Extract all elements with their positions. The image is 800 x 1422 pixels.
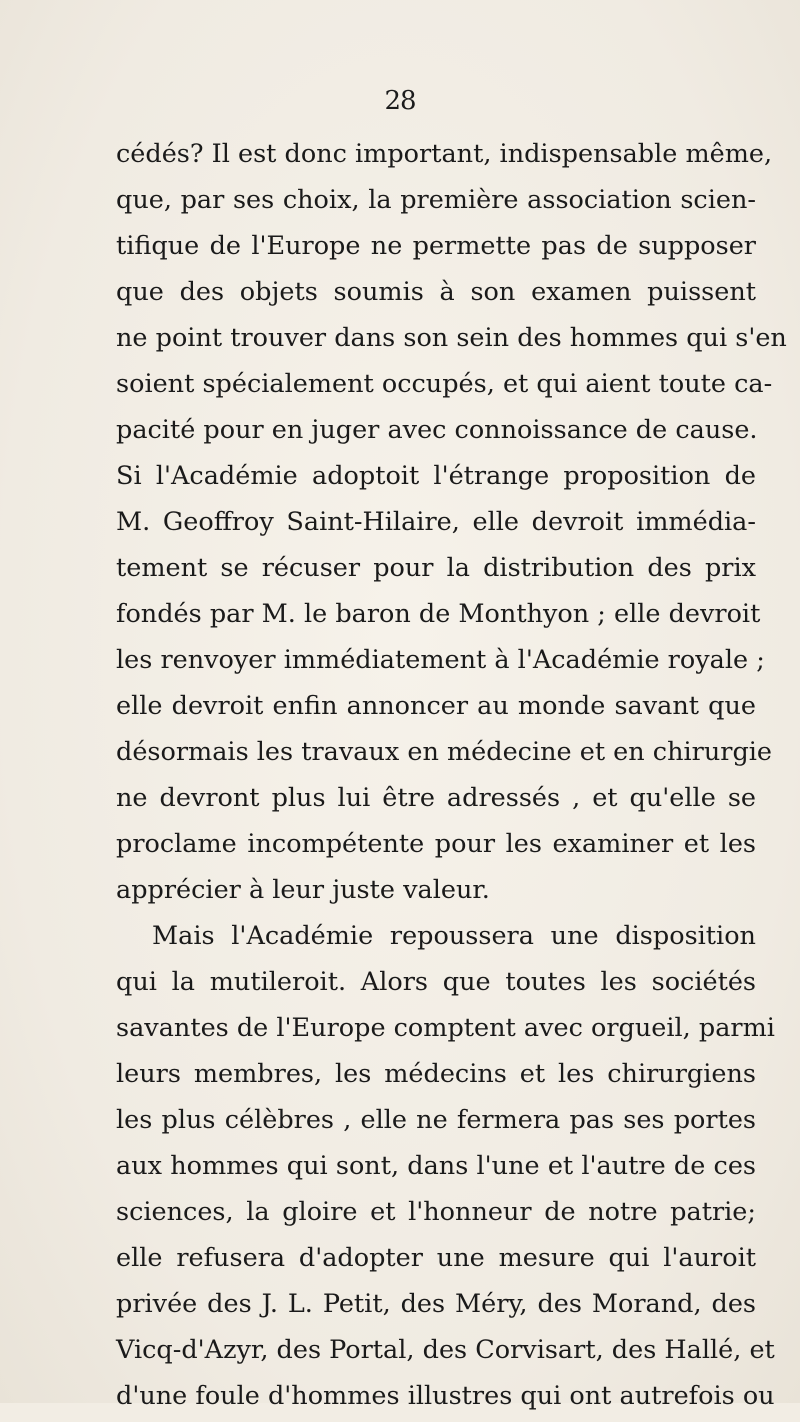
- text-line: désormais les travaux en médecine et en chirurgie: [116, 737, 773, 767]
- text-line: Si l'Académie adoptoit l'étrange proposition de: [116, 461, 756, 491]
- text-line: cédés? Il est donc important, indispensable même,: [116, 139, 773, 169]
- text-line: savantes de l'Europe comptent avec orgueil, parmi: [116, 1013, 775, 1043]
- text-line: d'une foule d'hommes illustres qui ont autrefois ou: [116, 1381, 775, 1411]
- text-line: ne devront plus lui être adressés , et qu'elle se: [116, 783, 756, 813]
- text-line: elle refusera d'adopter une mesure qui l'auroit: [116, 1243, 756, 1273]
- text-line: soient spécialement occupés, et qui aient toute ca-: [116, 369, 773, 399]
- text-line: les plus célèbres , elle ne fermera pas ses portes: [116, 1105, 756, 1135]
- text-line: privée des J. L. Petit, des Méry, des Morand, des: [116, 1289, 756, 1319]
- page-number: 28: [384, 86, 416, 116]
- text-line: Vicq-d'Azyr, des Portal, des Corvisart, des Hallé, et: [116, 1335, 775, 1365]
- text-line: aux hommes qui sont, dans l'une et l'autre de ces: [116, 1151, 756, 1181]
- text-line: qui la mutileroit. Alors que toutes les sociétés: [116, 967, 756, 997]
- text-line: proclame incompétente pour les examiner et les: [116, 829, 756, 859]
- text-line: pacité pour en juger avec connoissance de cause.: [116, 415, 758, 445]
- text-line: fondés par M. le baron de Monthyon ; elle devroit: [116, 599, 761, 629]
- text-line: les renvoyer immédiatement à l'Académie royale ;: [116, 645, 765, 675]
- text-line: apprécier à leur juste valeur.: [116, 875, 490, 905]
- text-line: elle devroit enfin annoncer au monde savant que: [116, 691, 756, 721]
- text-line: Mais l'Académie repoussera une disposition: [152, 921, 756, 951]
- text-line: tement se récuser pour la distribution des prix: [116, 553, 756, 583]
- text-line: ne point trouver dans son sein des hommes qui s'en: [116, 323, 787, 353]
- text-line: que des objets soumis à son examen puissent: [116, 277, 756, 307]
- text-line: sciences, la gloire et l'honneur de notre patrie;: [116, 1197, 756, 1227]
- text-line: leurs membres, les médecins et les chirurgiens: [116, 1059, 756, 1089]
- text-line: que, par ses choix, la première association scien-: [116, 185, 756, 215]
- text-line: tifique de l'Europe ne permette pas de supposer: [116, 231, 756, 261]
- text-line: M. Geoffroy Saint-Hilaire, elle devroit immédia-: [116, 507, 756, 537]
